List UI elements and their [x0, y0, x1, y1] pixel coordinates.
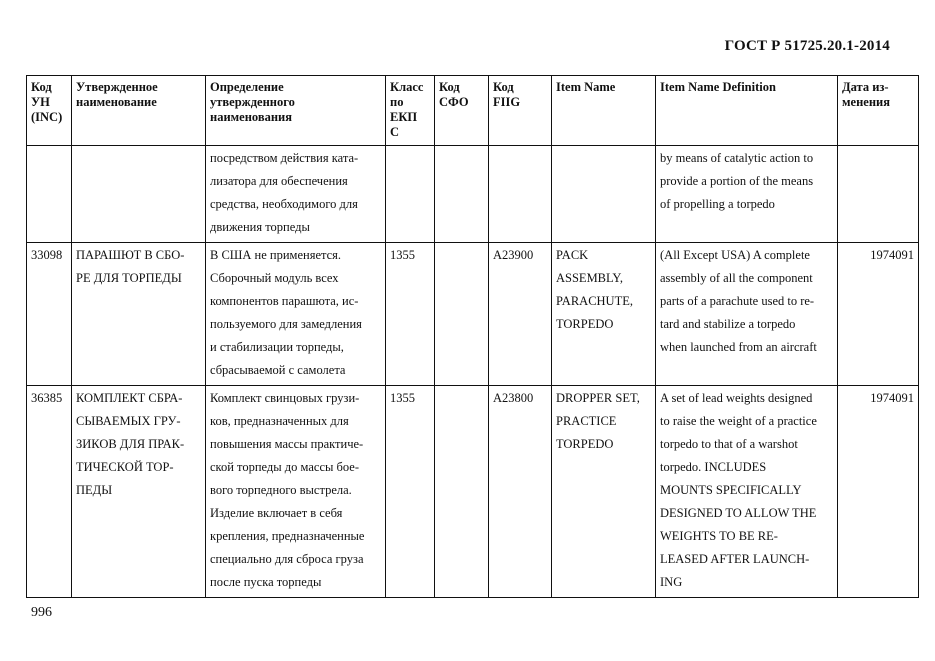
- cell-line: Сборочный модуль всех: [210, 271, 339, 285]
- cell-line: ЕКП: [390, 110, 418, 124]
- cell-line: крепления, предназначенные: [210, 529, 365, 543]
- cell-line: WEIGHTS TO BE RE-: [660, 529, 778, 543]
- cell-fiig: A23900: [489, 243, 552, 386]
- cell-definition: [206, 146, 386, 243]
- document-code: ГОСТ Р 51725.20.1-2014: [724, 38, 890, 54]
- cell-line: ING: [660, 575, 683, 589]
- cell-line: Изделие включает в себя: [210, 506, 343, 520]
- cell-item-definition: [656, 386, 838, 598]
- cell-line: посредством действия ката-: [210, 151, 359, 165]
- cell-line: Item Name: [556, 80, 616, 94]
- cell-date: 1974091: [838, 386, 919, 598]
- cell-line: (All Except USA) A complete: [660, 248, 810, 262]
- cell-line: ПАРАШЮТ В СБО-: [76, 248, 185, 262]
- cell-line: assembly of all the component: [660, 271, 813, 285]
- cell-line: менения: [842, 95, 890, 109]
- cell-line: В США не применяется.: [210, 248, 342, 262]
- cell-line: ской торпеды до массы бое-: [210, 460, 360, 474]
- cell-item-name: [552, 386, 656, 598]
- cell-line: when launched from an aircraft: [660, 340, 817, 354]
- cell-approved-name: [72, 243, 206, 386]
- table-row: [27, 146, 919, 243]
- cell-line: torpedo. INCLUDES: [660, 460, 767, 474]
- cell-line: Дата из-: [842, 80, 889, 94]
- cell-line: FIIG: [493, 95, 521, 109]
- cell-line: PRACTICE: [556, 414, 617, 428]
- cell-line: после пуска торпеды: [210, 575, 322, 589]
- cell-line: по: [390, 95, 404, 109]
- cell-line: torpedo to that of a warshot: [660, 437, 798, 451]
- cell-item-definition: [656, 146, 838, 243]
- cell-line: Определение: [210, 80, 284, 94]
- cell-approved-name: [72, 146, 206, 243]
- cell-line: PACK: [556, 248, 589, 262]
- cell-fiig: [489, 146, 552, 243]
- cell-line: СФО: [439, 95, 469, 109]
- cell-fiig: A23800: [489, 386, 552, 598]
- cell-line: PARACHUTE,: [556, 294, 633, 308]
- cell-line: СЫВАЕМЫХ ГРУ-: [76, 414, 181, 428]
- cell-line: сбрасываемой с самолета: [210, 363, 346, 377]
- table-body: [27, 146, 919, 598]
- header-code-sfo: [435, 76, 489, 146]
- cell-line: Класс: [390, 80, 424, 94]
- cell-line: Комплект свинцовых грузи-: [210, 391, 360, 405]
- cell-sfo: [435, 243, 489, 386]
- cell-line: tard and stabilize a torpedo: [660, 317, 796, 331]
- cell-line: parts of a parachute used to re-: [660, 294, 815, 308]
- cell-line: ков, предназначенных для: [210, 414, 349, 428]
- cell-line: A set of lead weights designed: [660, 391, 813, 405]
- cell-date: 1974091: [838, 243, 919, 386]
- cell-definition: [206, 243, 386, 386]
- cell-line: ASSEMBLY,: [556, 271, 623, 285]
- cell-class: 1355: [386, 243, 435, 386]
- cell-line: Код: [493, 80, 514, 94]
- header-definition: [206, 76, 386, 146]
- cell-line: TORPEDO: [556, 317, 614, 331]
- cell-line: ЗИКОВ ДЛЯ ПРАК-: [76, 437, 185, 451]
- cell-line: утвержденного: [210, 95, 295, 109]
- header-change-date: [838, 76, 919, 146]
- cell-code: 33098: [27, 243, 72, 386]
- cell-sfo: [435, 386, 489, 598]
- cell-line: (INC): [31, 110, 63, 124]
- cell-item-name: [552, 243, 656, 386]
- cell-item-name: [552, 146, 656, 243]
- header-item-name: [552, 76, 656, 146]
- cell-line: и стабилизации торпеды,: [210, 340, 344, 354]
- cell-line: Утвержденное: [76, 80, 158, 94]
- cell-code: [27, 146, 72, 243]
- cell-line: УН: [31, 95, 50, 109]
- cell-line: MOUNTS SPECIFICALLY: [660, 483, 802, 497]
- cell-item-definition: [656, 243, 838, 386]
- cell-line: лизатора для обеспечения: [210, 174, 348, 188]
- cell-line: Код: [439, 80, 460, 94]
- table-row: [27, 243, 919, 386]
- cell-line: наименования: [210, 110, 293, 124]
- cell-class: 1355: [386, 386, 435, 598]
- cell-line: ПЕДЫ: [76, 483, 113, 497]
- cell-line: вого торпедного выстрела.: [210, 483, 352, 497]
- table-row: [27, 386, 919, 598]
- cell-line: КОМПЛЕКТ СБРА-: [76, 391, 183, 405]
- cell-line: provide a portion of the means: [660, 174, 814, 188]
- cell-definition: [206, 386, 386, 598]
- header-approved-name: [72, 76, 206, 146]
- cell-approved-name: [72, 386, 206, 598]
- cell-line: повышения массы практиче-: [210, 437, 364, 451]
- header-item-name-definition: [656, 76, 838, 146]
- cell-line: of propelling a torpedo: [660, 197, 775, 211]
- cell-class: [386, 146, 435, 243]
- cell-line: to raise the weight of a practice: [660, 414, 817, 428]
- header-code-fiig: [489, 76, 552, 146]
- cell-line: by means of catalytic action to: [660, 151, 814, 165]
- cell-line: наименование: [76, 95, 157, 109]
- cell-line: РЕ ДЛЯ ТОРПЕДЫ: [76, 271, 182, 285]
- page-number: 996: [31, 605, 52, 620]
- header-class-ekps: [386, 76, 435, 146]
- cell-line: движения торпеды: [210, 220, 310, 234]
- cell-line: LEASED AFTER LAUNCH-: [660, 552, 810, 566]
- cell-line: Item Name Definition: [660, 80, 776, 94]
- cell-line: пользуемого для замедления: [210, 317, 362, 331]
- cell-line: компонентов парашюта, ис-: [210, 294, 359, 308]
- cell-line: Код: [31, 80, 52, 94]
- cell-line: ТИЧЕСКОЙ ТОР-: [76, 460, 174, 474]
- header-code-inc: [27, 76, 72, 146]
- cell-code: 36385: [27, 386, 72, 598]
- cell-line: DESIGNED TO ALLOW THE: [660, 506, 817, 520]
- table-header-row: [27, 76, 919, 146]
- cell-sfo: [435, 146, 489, 243]
- cell-line: С: [390, 125, 400, 139]
- cell-line: специально для сброса груза: [210, 552, 364, 566]
- cell-line: DROPPER SET,: [556, 391, 640, 405]
- cell-line: средства, необходимого для: [210, 197, 358, 211]
- cell-date: [838, 146, 919, 243]
- cell-line: TORPEDO: [556, 437, 614, 451]
- catalog-table: [26, 75, 919, 598]
